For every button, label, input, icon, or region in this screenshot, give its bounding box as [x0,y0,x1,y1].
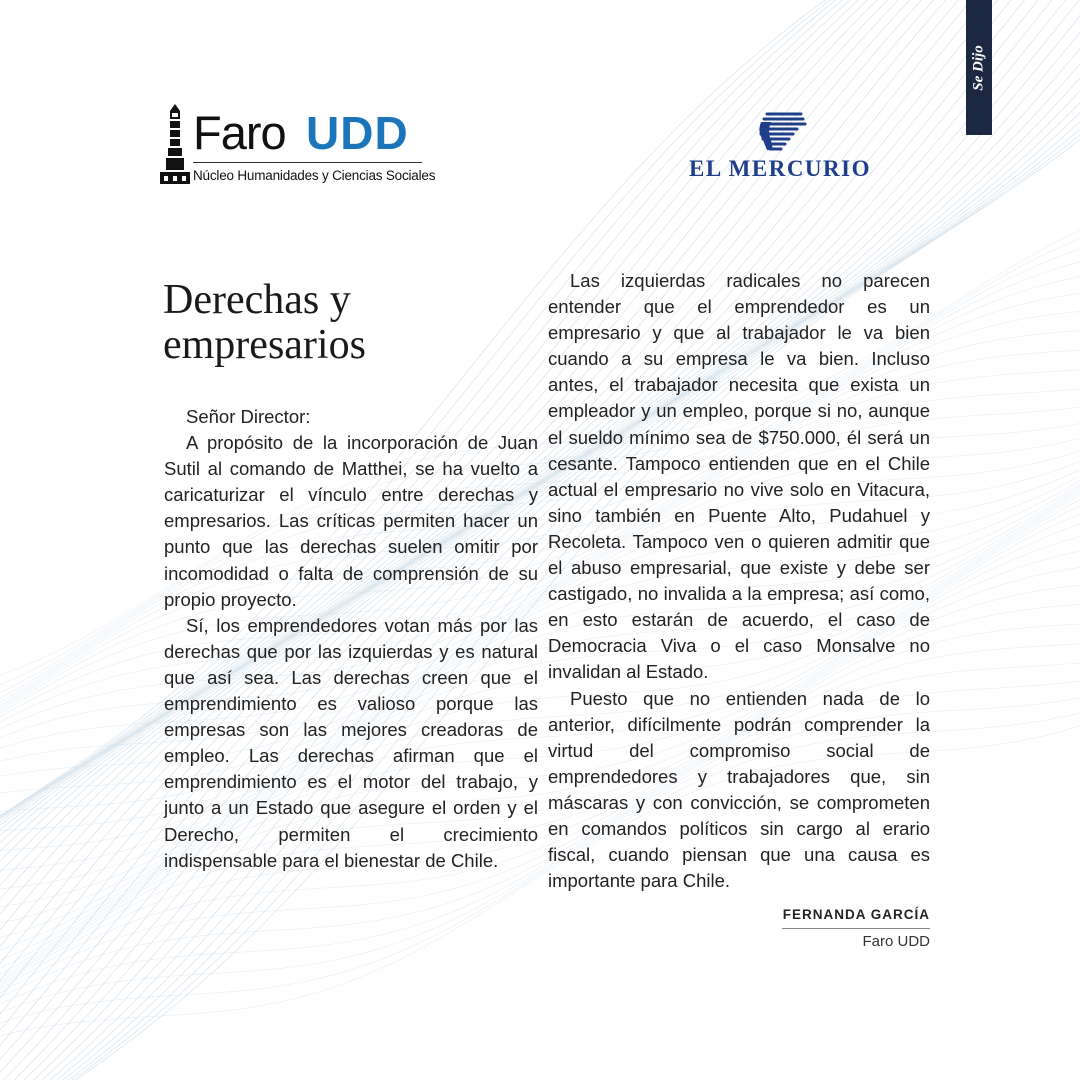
title-line-2: empresarios [163,322,366,368]
faro-udd-logo [160,104,436,189]
udd-wordmark: UDD [306,107,409,159]
paragraph: Sí, los emprendedores votan más por las derechas que por las izquierdas y es natural que así sea. Las derechas creen que el emprendimiento es valioso porque las empresas son las mejores creadoras de empleo. Las derechas afirman que el emprendimiento es el motor del trabajo, y junto a un Estado que asegure el orden y el Derecho, permiten el crecimiento indispensable para el bienestar de Chile. [164,614,538,871]
author-organization: Faro UDD [862,933,930,950]
article-column-1 [164,404,538,874]
paragraph: Puesto que no entienden nada de lo anterior, difícilmente podrán comprender la virtud del compromiso social de emprendedores y trabajadores que, sin máscaras y con convicción, se comprometen en comandos políticos sin cargo al erario fiscal, cuando piensan que una causa es importante para Chile. [548,687,930,892]
paragraph: Las izquierdas radicales no parecen entender que el emprendedor es un empresario y que al trabajador le va bien cuando a su empresa le va bien. Incluso antes, el trabajador necesita que exista un empleador y un empleo, porque si no, aunque el sueldo mínimo sea de $750.000, él será un cesante. Tampoco entienden que en el Chile actual el empresario no vive solo en Vitacura, sino también en Puente Alto, Pudahuel y Recoleta. Tampoco ven o quieren admitir que el abuso empresarial, que existe y debe ser castigado, no invalida a la empresa; así como, en esto estarán de acuerdo, el caso de Democracia Viva o el caso Monsalve no invalidan al Estado. [548,270,930,683]
salutation: Señor Director: [186,406,311,427]
el-mercurio-logo: EL MERCURIO [689,156,871,181]
lighthouse-icon [160,104,190,186]
article-title [163,278,523,368]
title-line-1: Derechas y [163,277,351,323]
paragraph: A propósito de la incorporación de Juan Sutil al comando de Matthei, se ha vuelto a caricaturizar el vínculo entre derechas y empresarios. Las críticas permiten hacer un punto que las derechas suelen omitir por incomodidad o falta de comprensión de su propio proyecto. [164,432,538,610]
article-column-2 [548,268,930,894]
faro-subtitle: Núcleo Humanidades y Ciencias Sociales [193,168,436,183]
section-tab [966,0,992,135]
mercurio-head-icon [755,110,807,154]
faro-wordmark: Faro [193,106,286,159]
logo-divider [193,162,422,163]
section-tab-label: Se Dijo [970,45,987,91]
signature-divider [782,928,930,929]
author-name: FERNANDA GARCÍA [782,907,930,922]
